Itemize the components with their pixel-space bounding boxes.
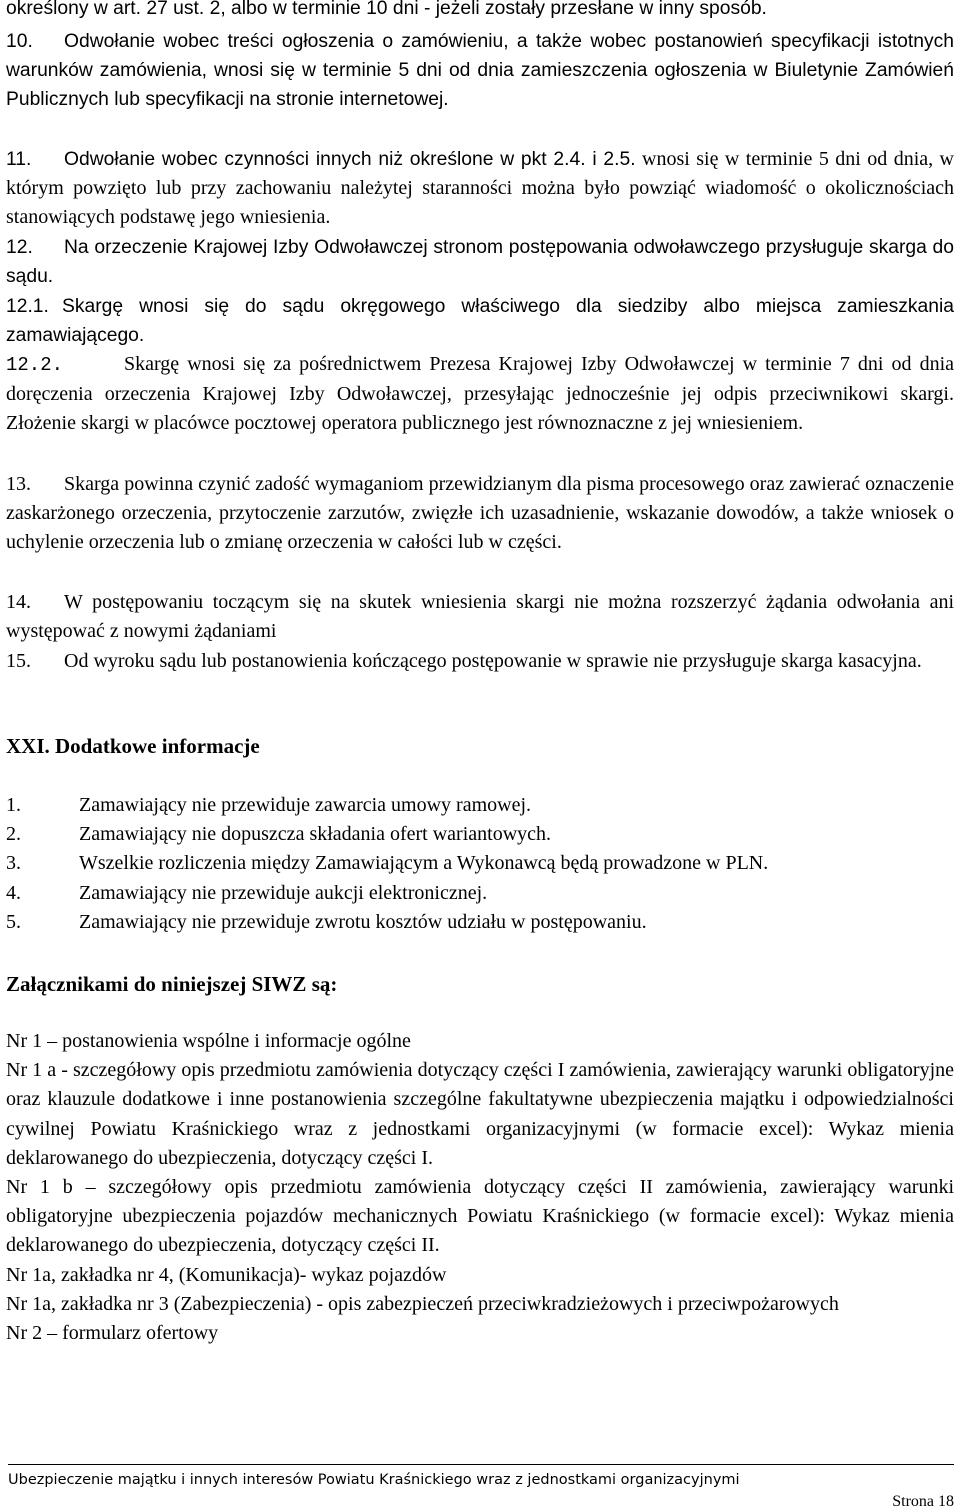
item-text: Skarga powinna czynić zadość wymaganiom przewidzianym dla pisma procesowego oraz zawierać oznaczenie zaskarżonego orzeczenia, przytoczenie zarzutów, zwięzłe ich uzasadnienie, wskazanie dowodów, a także wniosek o uchylenie orzeczenia lub o zmianę orzeczenia w całości lub w części. [6,473,954,554]
item-14 [6,588,954,646]
footer-title: Ubezpieczenie majątku i innych interesów Powiatu Kraśnickiego wraz z jednostkami organizacyjnymi [8,1472,740,1488]
attachment-item: Nr 2 – formularz ofertowy [6,1322,219,1345]
additional-info-list [6,791,954,937]
attachment-item: Nr 1a, zakładka nr 4, (Komunikacja)- wykaz pojazdów [6,1263,447,1286]
item-number: 4. [6,881,21,904]
item-text: Odwołanie wobec treści ogłoszenia o zamówieniu, a także wobec postanowień specyfikacji istotnych warunków zamówienia, wnosi się w terminie 5 dni od dnia zamieszczenia ogłoszenia w Biuletynie Zamówień Publicznych lub specyfikacji na stronie internetowej. [6,31,954,111]
attachments-heading: Załącznikami do niniejszej SIWZ są: [6,972,338,996]
item-text: Od wyroku sądu lub postanowienia kończącego postępowanie w sprawie nie przysługuje skarga kasacyjna. [64,650,922,672]
list-item [6,908,954,937]
attachment-item: Nr 1 – postanowienia wspólne i informacje ogólne [6,1030,411,1052]
item-12 [6,233,954,291]
section-heading: XXI. Dodatkowe informacje [6,734,260,758]
list-item [6,820,954,849]
item-number: 2. [6,823,21,846]
item-text: Zamawiający nie przewiduje zwrotu kosztów udziału w postępowaniu. [79,910,647,933]
item-text: Na orzeczenie Krajowej Izby Odwoławczej stronom postępowania odwoławczego przysługuje skarga do sądu. [6,237,954,288]
item-number: 1. [6,794,21,816]
item-number: 3. [6,852,21,875]
item-number: 12. [6,237,33,258]
item-text: W postępowaniu toczącym się na skutek wniesienia skargi nie można rozszerzyć żądania odwołania ani występować z nowymi żądaniami [6,591,954,643]
item-text: Zamawiający nie przewiduje zawarcia umowy ramowej. [79,794,532,816]
item-11 [6,145,954,233]
item-text: Zamawiający nie dopuszcza składania ofert wariantowych. [79,823,552,846]
item-number: 14. [6,591,31,613]
list-item [6,791,954,820]
item-text: Skargę wnosi się do sądu okręgowego właściwego dla siedziby albo miejsca zamieszkania zamawiającego. [6,296,954,347]
item-text: Skargę wnosi się za pośrednictwem Prezesa Krajowej Izby Odwoławczej w terminie 7 dni od dnia doręczenia orzeczenia Krajowej Izby Odwoławczej, przesyłając jednocześnie jej odpis przeciwnikowi skargi. Złożenie skargi w placówce pocztowej operatora publicznego jest równoznaczne z jej wniesieniem. [6,353,954,435]
footer-divider [8,1464,954,1465]
attachments-list [6,1027,954,1348]
item-number: 15. [6,650,31,672]
item-number: 13. [6,473,31,495]
page-number: Strona 18 [892,1493,954,1510]
item-15 [6,647,954,676]
attachment-item: Nr 1 b – szczegółowy opis przedmiotu zamówienia dotyczący części II zamówienia, zawierający warunki obligatoryjne ubezpieczenia pojazdów mechanicznych Powiatu Kraśnickiego (w formacie excel): Wykaz mienia deklarowanego do ubezpieczenia, dotyczący części II. [6,1176,954,1257]
item-number: 5. [6,910,21,933]
item-12-1 [6,292,954,350]
paragraph-continuation: określony w art. 27 ust. 2, albo w terminie 10 dni - jeżeli zostały przesłane w inny sposób. [6,0,767,19]
item-12-2 [6,350,954,439]
list-item [6,849,954,878]
item-13 [6,470,954,558]
attachment-item: Nr 1a, zakładka nr 3 (Zabezpieczenia) - opis zabezpieczeń przeciwkradzieżowych i przeciwpożarowych [6,1292,839,1315]
item-text: Odwołanie wobec czynności innych niż określone w pkt 2.4. i 2.5. [64,149,636,170]
item-number: 11. [6,149,32,170]
item-text: Zamawiający nie przewiduje aukcji elektronicznej. [79,881,488,904]
list-item [6,879,954,908]
item-text-continued: wnosi się w terminie 5 dni od dnia, w którym powzięto lub przy zachowaniu należytej staranności można było powziąć wiadomość o okolicznościach stanowiących podstawę jego wniesienia. [6,148,954,229]
attachment-item: Nr 1 a - szczegółowy opis przedmiotu zamówienia dotyczący części I zamówienia, zawierający warunki obligatoryjne oraz klauzule dodatkowe i inne postanowienia szczególne fakultatywne ubezpieczenia majątku i odpowiedzialności cywilnej Powiatu Kraśnickiego wraz z jednostkami organizacyjnymi (w formacie excel): Wykaz mienia deklarowanego do ubezpieczenia, dotyczący części I. [6,1059,954,1169]
item-number: 12.2. [6,354,64,376]
item-text: Wszelkie rozliczenia między Zamawiającym a Wykonawcą będą prowadzone w PLN. [79,852,769,875]
item-number: 12.1. [6,296,49,317]
item-number: 10. [6,31,33,52]
item-10 [6,27,954,115]
